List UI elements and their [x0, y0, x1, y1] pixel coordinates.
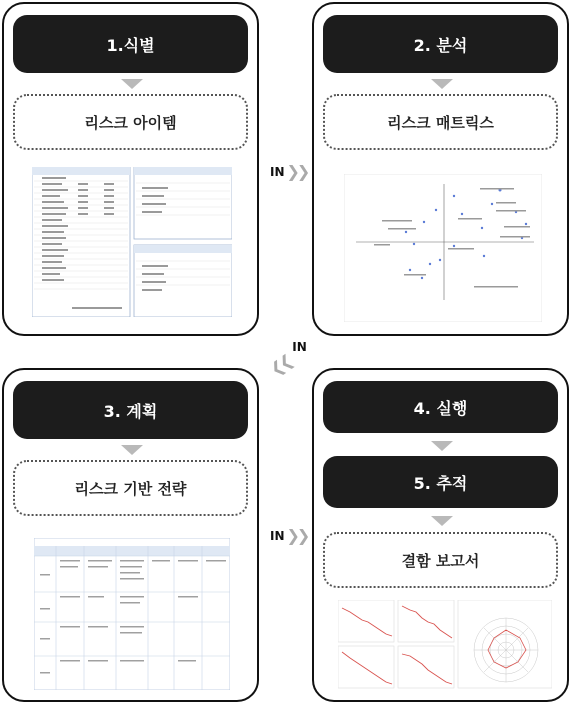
output-risk-based-strategy: 리스크 기반 전략: [13, 460, 248, 516]
step-planning: 3. 계획: [13, 381, 248, 439]
defect-report-charts-thumbnail: [338, 600, 552, 690]
step-identification: 1.식별: [13, 15, 248, 73]
in-label: IN: [292, 340, 307, 354]
output-risk-items: 리스크 아이템: [13, 94, 248, 150]
output-risk-matrix: 리스크 매트릭스: [323, 94, 558, 150]
risk-matrix-screenshot-thumbnail: [344, 174, 542, 322]
in-label: IN: [270, 164, 285, 179]
process-card-analysis: [312, 2, 569, 336]
connector-2-to-3: [266, 340, 307, 380]
down-triangle-icon: [431, 441, 453, 451]
down-triangle-icon: [431, 516, 453, 526]
connector-1-to-2: [270, 162, 307, 181]
chevron-left-icon: ❮❮: [266, 351, 295, 380]
process-card-planning: [2, 368, 259, 702]
chevron-right-icon: ❯❯: [286, 162, 308, 181]
chevron-right-icon: ❯❯: [286, 526, 308, 545]
step-tracking: 5. 추적: [323, 456, 558, 508]
in-label: IN: [270, 528, 285, 543]
down-triangle-icon: [121, 79, 143, 89]
output-defect-report: 결함 보고서: [323, 532, 558, 588]
connector-3-to-4: [270, 526, 307, 545]
step-analysis: 2. 분석: [323, 15, 558, 73]
down-triangle-icon: [121, 445, 143, 455]
risk-strategy-table-thumbnail: [34, 538, 230, 690]
risk-items-screenshot-thumbnail: [32, 167, 232, 317]
down-triangle-icon: [431, 79, 453, 89]
process-card-execution-tracking: [312, 368, 569, 702]
step-execution: 4. 실행: [323, 381, 558, 433]
process-card-identification: [2, 2, 259, 336]
